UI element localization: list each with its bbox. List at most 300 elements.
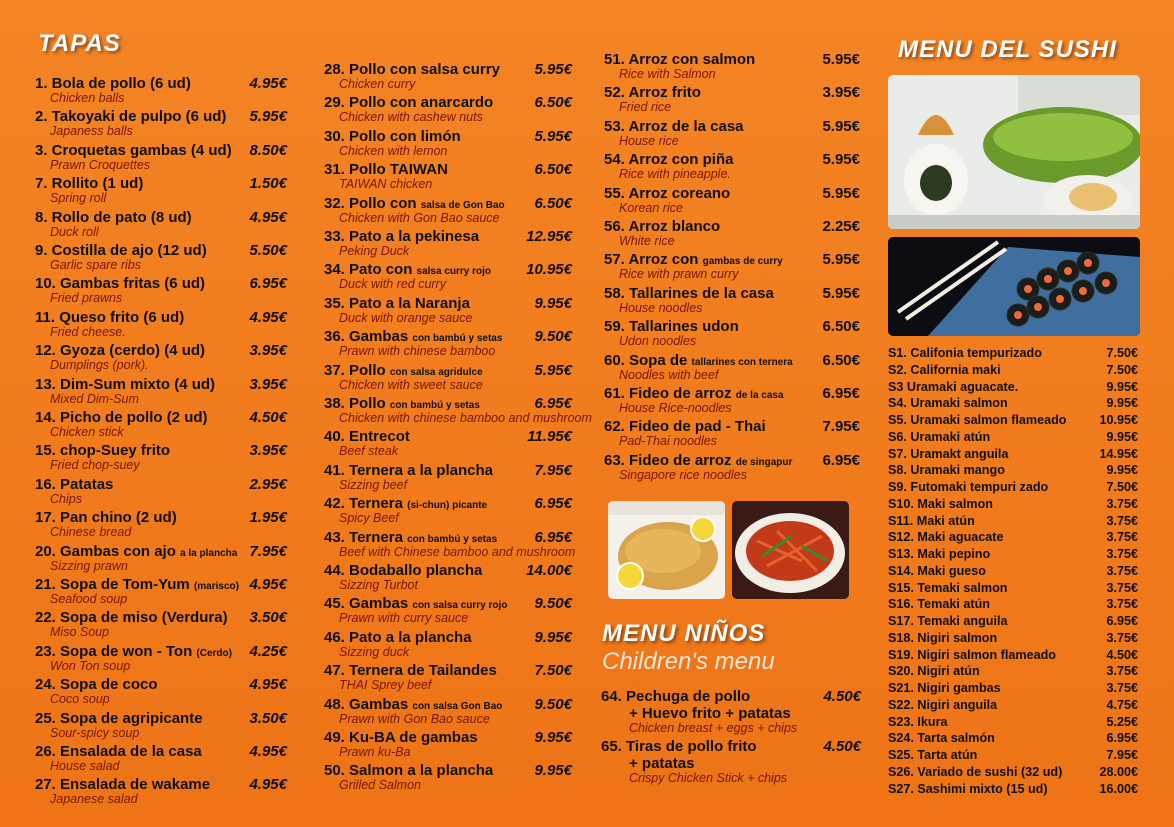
menu-item-price: 3.95€ <box>822 84 860 102</box>
menu-item <box>324 228 572 258</box>
kids-item-price: 4.50€ <box>823 738 861 755</box>
menu-item-note: (si-chun) picante <box>407 500 488 512</box>
menu-item-description: Chips <box>50 491 82 506</box>
menu-item-description: Sour-spicy soup <box>50 725 140 740</box>
menu-item-row <box>324 328 572 345</box>
menu-item-name: 27. Ensalada de wakame <box>35 776 211 794</box>
menu-item-price: 6.95€ <box>534 495 572 513</box>
menu-item-row <box>604 285 860 302</box>
menu-item-description: Chinese bread <box>50 525 132 540</box>
menu-item-name: 35. Pato a la Naranja <box>324 294 470 312</box>
sushi-item <box>888 362 1138 379</box>
menu-item-row <box>35 409 287 426</box>
sushi-item <box>888 462 1138 479</box>
menu-item-name: 36. Gambas con bambú y setas <box>324 328 503 346</box>
menu-item-row <box>604 218 860 235</box>
menu-item-description: House rice <box>619 133 679 148</box>
menu-item-price: 6.95€ <box>249 275 287 293</box>
menu-item-row <box>35 342 287 359</box>
sushi-item <box>888 730 1138 747</box>
menu-item-price: 6.95€ <box>534 395 572 412</box>
menu-item-price: 9.50€ <box>534 595 572 613</box>
sushi-item-price: 9.95€ <box>1106 429 1138 444</box>
menu-item-description: Miso Soup <box>50 625 110 640</box>
menu-item <box>324 696 572 726</box>
menu-item-price: 4.95€ <box>249 676 287 694</box>
menu-item <box>324 462 572 492</box>
sushi-item-name: S10. Maki salmon <box>888 496 993 511</box>
sushi-item-name: S27. Sashimi mixto (15 ud) <box>888 781 1048 796</box>
menu-item-description: THAI Sprey beef <box>339 678 432 693</box>
menu-item <box>324 528 576 559</box>
menu-item-row <box>324 629 572 646</box>
sushi-item <box>888 513 1138 530</box>
sushi-item-name: S1. Califonia tempurizado <box>888 346 1042 360</box>
kids-item-row <box>601 738 861 755</box>
menu-item-row <box>604 251 860 268</box>
menu-item-description: Chicken stick <box>50 425 124 439</box>
menu-item-name: 49. Ku-BA de gambas <box>324 729 478 746</box>
menu-item-row <box>35 108 287 125</box>
sushi-item-name: S6. Uramaki atún <box>888 429 991 444</box>
menu-item <box>35 209 287 239</box>
sushi-item <box>888 395 1138 412</box>
menu-item <box>35 242 287 272</box>
menu-item <box>324 428 572 458</box>
kids-item-row <box>601 688 861 705</box>
kids-item-extra: + patatas <box>629 755 695 772</box>
menu-item-price: 6.50€ <box>534 161 572 179</box>
menu-item-description: Duck roll <box>50 224 99 239</box>
menu-item-row <box>35 543 287 560</box>
menu-item-name: 24. Sopa de coco <box>35 676 158 694</box>
menu-item-price: 7.95€ <box>249 542 287 560</box>
sushi-item-price: 7.50€ <box>1106 480 1138 494</box>
menu-item-name: 43. Ternera con bambú y setas <box>324 528 498 546</box>
sushi-item-name: S8. Uramaki mango <box>888 463 1005 478</box>
menu-item <box>35 543 287 573</box>
menu-item-row <box>35 509 287 526</box>
menu-item-description: Sizzing duck <box>339 644 410 659</box>
menu-item-description: Duck with red curry <box>339 277 446 292</box>
menu-item-note: con salsa curry rojo <box>412 600 508 612</box>
sushi-item-name: S24. Tarta salmón <box>888 731 995 746</box>
sushi-item-name: S3 Uramaki aguacate. <box>888 379 1019 394</box>
sushi-item-price: 10.95€ <box>1099 413 1138 427</box>
menu-item <box>324 595 572 625</box>
menu-item-name: 52. Arroz frito <box>604 84 701 102</box>
menu-item-row <box>324 762 572 779</box>
menu-item-price: 4.95€ <box>249 75 287 92</box>
menu-item-description: Chicken curry <box>339 77 416 91</box>
sushi-item-name: S7. Uramakt anguila <box>888 446 1009 461</box>
menu-item-note: de la casa <box>735 390 784 401</box>
menu-item-name: 55. Arroz coreano <box>604 184 731 202</box>
menu-item-name: 28. Pollo con salsa curry <box>324 61 500 78</box>
menu-item-price: 7.50€ <box>534 662 572 680</box>
menu-item-price: 6.50€ <box>822 318 860 336</box>
menu-item-description: Coco soup <box>50 692 110 707</box>
menu-item-price: 5.95€ <box>822 284 860 302</box>
menu-item-description: House Rice-noodles <box>619 401 732 415</box>
menu-item <box>324 195 572 225</box>
sushi-item-price: 5.25€ <box>1106 714 1138 729</box>
menu-item-description: House salad <box>50 759 120 773</box>
menu-item-name: 60. Sopa de tallarines con ternera <box>604 351 793 369</box>
kids-menu-item <box>601 738 861 785</box>
menu-item <box>35 342 287 372</box>
kids-item-price: 4.50€ <box>823 688 861 705</box>
menu-item-price: 4.95€ <box>249 208 287 226</box>
menu-item-name: 50. Salmon a la plancha <box>324 762 494 780</box>
menu-item-price: 3.50€ <box>249 609 287 627</box>
menu-item <box>604 218 860 248</box>
menu-item-row <box>324 161 572 178</box>
menu-item-name: 62. Fideo de pad - Thai <box>604 418 766 436</box>
menu-item-description: Singapore rice noodles <box>619 467 747 482</box>
sushi-item-name: S16. Temaki atún <box>888 597 990 612</box>
menu-item-row <box>604 418 860 435</box>
kids-item-description: Crispy Chicken Stick + chips <box>629 771 788 785</box>
sushi-item-price: 3.75€ <box>1106 664 1138 679</box>
menu-item-note: con bambú y setas <box>407 533 498 545</box>
sushi-item-price: 7.50€ <box>1106 362 1138 377</box>
menu-item-price: 3.95€ <box>249 342 287 360</box>
menu-item-description: Japanese salad <box>50 792 138 807</box>
menu-item-name: 15. chop-Suey frito <box>35 442 171 460</box>
menu-item-description: Spicy Beef <box>339 511 399 526</box>
menu-item-name: 42. Ternera (si-chun) picante <box>324 495 488 513</box>
menu-item-row <box>604 185 860 202</box>
menu-item-row <box>35 576 287 593</box>
menu-item <box>604 151 860 181</box>
menu-item <box>35 75 287 105</box>
menu-item-name: 25. Sopa de agripicante <box>35 709 203 727</box>
sushi-item-price: 3.75€ <box>1106 580 1138 595</box>
menu-item-description: Mixed Dim-Sum <box>50 391 139 406</box>
sushi-item-price: 3.75€ <box>1106 547 1138 561</box>
menu-item-price: 3.95€ <box>249 375 287 393</box>
menu-item-price: 4.25€ <box>249 642 287 660</box>
menu-item-name: 61. Fideo de arroz de la casa <box>604 385 784 402</box>
menu-item-description: TAIWAN chicken <box>339 177 433 192</box>
menu-item-price: 9.50€ <box>534 328 572 346</box>
menu-item-note: con bambú y setas <box>389 400 480 411</box>
menu-item-note: gambas de curry <box>702 256 783 268</box>
sushi-item-price: 3.75€ <box>1106 496 1138 511</box>
menu-item-row <box>324 462 572 479</box>
menu-item-name: 54. Arroz con piña <box>604 151 734 169</box>
menu-item-row <box>35 643 287 660</box>
kids-menu-item <box>601 688 861 735</box>
sushi-item-price: 4.50€ <box>1106 647 1138 662</box>
menu-item-price: 5.50€ <box>249 242 287 259</box>
menu-item-description: Spring roll <box>50 191 107 206</box>
sushi-item-price: 6.95€ <box>1106 614 1138 628</box>
menu-item <box>604 285 860 315</box>
menu-item-row <box>604 118 860 135</box>
menu-item <box>35 676 287 706</box>
menu-item-price: 7.95€ <box>822 418 860 436</box>
menu-item-name: 8. Rollo de pato (8 ud) <box>35 208 192 226</box>
menu-item-row <box>35 710 287 727</box>
menu-item-name: 13. Dim-Sum mixto (4 ud) <box>35 375 216 393</box>
menu-item-row <box>604 318 860 335</box>
menu-item-description: Beef steak <box>339 444 399 459</box>
sushi-item-price: 7.50€ <box>1106 346 1138 360</box>
sushi-item <box>888 663 1138 680</box>
menu-item <box>324 261 572 291</box>
menu-item-description: Seafood soup <box>50 592 128 606</box>
menu-item <box>324 128 572 158</box>
menu-item-price: 2.25€ <box>822 218 860 235</box>
menu-item-price: 5.95€ <box>534 61 572 78</box>
menu-item-description: Garlic spare ribs <box>50 258 141 272</box>
menu-item-row <box>324 228 572 245</box>
menu-item-description: Chicken with sweet sauce <box>339 377 483 392</box>
menu-item <box>35 442 287 472</box>
menu-item-price: 4.95€ <box>249 308 287 326</box>
menu-item-name: 53. Arroz de la casa <box>604 117 744 135</box>
menu-item-description: Chicken with lemon <box>339 143 448 158</box>
menu-item <box>324 395 592 425</box>
sushi-item <box>888 647 1138 664</box>
menu-item-row <box>324 696 572 713</box>
menu-item <box>604 318 860 348</box>
menu-item-description: Prawn with Gon Bao sauce <box>339 711 490 726</box>
menu-item-description: Duck with orange sauce <box>339 310 473 325</box>
menu-item <box>35 108 287 138</box>
menu-item-description: Peking Duck <box>339 244 410 258</box>
menu-item-name: 47. Ternera de Tailandes <box>324 662 497 680</box>
sushi-item-name: S26. Variado de sushi (32 ud) <box>888 764 1063 779</box>
menu-item <box>604 185 860 215</box>
menu-item-price: 6.50€ <box>822 351 860 369</box>
menu-item-name: 37. Pollo con salsa agridulce <box>324 361 483 379</box>
menu-item-name: 41. Ternera a la plancha <box>324 461 493 479</box>
menu-item <box>35 743 287 773</box>
menu-item-note: de singapur <box>735 456 793 468</box>
sushi-item <box>888 747 1138 764</box>
sushi-item-name: S12. Maki aguacate <box>888 530 1004 545</box>
sushi-item-price: 14.95€ <box>1099 446 1138 461</box>
sushi-item <box>888 379 1138 396</box>
menu-item-note: salsa curry rojo <box>416 266 492 278</box>
menu-item-price: 6.95€ <box>534 528 572 546</box>
tapas-title: TAPAS <box>38 30 121 57</box>
menu-item-row <box>324 94 572 111</box>
menu-item-name: 1. Bola de pollo (6 ud) <box>35 75 191 92</box>
menu-item-name: 33. Pato a la pekinesa <box>324 228 480 245</box>
menu-item-name: 44. Bodaballo plancha <box>324 562 483 579</box>
sushi-item-name: S17. Temaki anguila <box>888 614 1008 628</box>
menu-item <box>35 776 287 806</box>
menu-item-name: 10. Gambas fritas (6 ud) <box>35 275 206 293</box>
menu-item-price: 5.95€ <box>822 51 860 68</box>
menu-item <box>324 61 572 91</box>
menu-item-description: Prawn Croquettes <box>50 157 151 172</box>
menu-item-price: 5.95€ <box>822 184 860 202</box>
menu-item-price: 7.95€ <box>534 461 572 479</box>
menu-item-description: Fried rice <box>619 100 672 115</box>
menu-item-name: 63. Fideo de arroz de singapur <box>604 451 793 469</box>
sushi-item-name: S19. Nigiri salmon flameado <box>888 647 1056 662</box>
menu-item <box>324 362 572 392</box>
menu-item-row <box>604 151 860 168</box>
menu-item <box>324 94 572 124</box>
kids-subtitle: Children's menu <box>602 648 775 675</box>
menu-item-name: 59. Tallarines udon <box>604 318 739 336</box>
menu-item-price: 2.95€ <box>249 475 287 493</box>
menu-item-price: 6.50€ <box>534 194 572 212</box>
menu-item-row <box>324 362 572 379</box>
menu-item-description: Sizzing prawn <box>50 558 128 573</box>
menu-item <box>324 762 572 792</box>
sushi-item <box>888 546 1138 563</box>
menu-item-row <box>35 142 287 159</box>
sushi-item-price: 6.95€ <box>1106 731 1138 746</box>
menu-item <box>324 729 572 759</box>
menu-item-row <box>35 242 287 259</box>
menu-item-name: 17. Pan chino (2 ud) <box>35 509 177 527</box>
menu-item-price: 9.50€ <box>534 695 572 713</box>
menu-item-name: 22. Sopa de miso (Verdura) <box>35 609 228 627</box>
sushi-item-name: S9. Futomaki tempuri zado <box>888 480 1049 494</box>
sushi-item-name: S23. Ikura <box>888 714 948 729</box>
sushi-item <box>888 596 1138 613</box>
menu-item-price: 14.00€ <box>526 562 572 579</box>
sushi-item-name: S5. Uramaki salmon flameado <box>888 413 1067 427</box>
sushi-item-name: S14. Maki gueso <box>888 563 986 578</box>
sushi-item-name: S18. Nigiri salmon <box>888 630 998 645</box>
menu-item-description: Pad-Thai noodles <box>619 434 717 449</box>
menu-item-description: Fried chop-suey <box>50 458 140 473</box>
sushi-item-price: 16.00€ <box>1099 781 1138 796</box>
menu-item-description: Chicken with chinese bamboo and mushroom <box>339 411 592 425</box>
sushi-item-price: 3.75€ <box>1106 563 1138 578</box>
menu-item-row <box>35 175 287 192</box>
menu-item-row <box>35 376 287 393</box>
sushi-item <box>888 345 1138 362</box>
menu-item-price: 9.95€ <box>534 762 572 780</box>
menu-item-price: 8.50€ <box>249 141 287 159</box>
menu-item <box>35 142 287 172</box>
menu-item <box>604 51 860 81</box>
menu-item-row <box>35 609 287 626</box>
menu-item-name: 2. Takoyaki de pulpo (6 ud) <box>35 108 227 126</box>
menu-item-price: 9.95€ <box>534 628 572 646</box>
menu-item-price: 10.95€ <box>526 261 572 279</box>
sushi-photo-bottom <box>888 237 1140 336</box>
menu-item-row <box>604 452 860 469</box>
sushi-title: MENU DEL SUSHI <box>898 36 1117 63</box>
sushi-item <box>888 429 1138 446</box>
menu-item <box>35 309 287 339</box>
menu-item-note: tallarines con ternera <box>691 356 793 368</box>
sushi-item-name: S2. California maki <box>888 362 1001 377</box>
menu-item-description: House noodles <box>619 300 703 315</box>
menu-item-description: Chicken with Gon Bao sauce <box>339 210 500 225</box>
sushi-item <box>888 697 1138 714</box>
menu-item-note: (Cerdo) <box>196 647 232 659</box>
sushi-item-name: S21. Nigiri gambas <box>888 681 1001 695</box>
menu-item-name: 7. Rollito (1 ud) <box>35 175 144 193</box>
menu-item-row <box>324 562 572 579</box>
kids-title: MENU NIÑOS <box>602 620 766 647</box>
menu-item-description: Chicken balls <box>50 91 125 105</box>
spicy-beef-photo <box>732 501 849 599</box>
menu-item-price: 4.95€ <box>249 776 287 794</box>
menu-item <box>35 710 287 740</box>
menu-item-note: con salsa agridulce <box>389 366 483 378</box>
sushi-item <box>888 613 1138 630</box>
menu-item-row <box>35 442 287 459</box>
sushi-item-price: 9.95€ <box>1106 379 1138 394</box>
menu-item-name: 58. Tallarines de la casa <box>604 284 774 302</box>
menu-item <box>604 385 860 415</box>
sushi-item-name: S20. Nigiri atún <box>888 664 980 679</box>
menu-item-price: 12.95€ <box>526 228 572 245</box>
menu-item-description: Fried cheese. <box>50 324 126 339</box>
menu-item-price: 11.95€ <box>527 428 572 446</box>
menu-item-price: 5.95€ <box>822 151 860 169</box>
menu-item-price: 3.95€ <box>249 442 287 460</box>
menu-item <box>604 84 860 114</box>
menu-item-row <box>324 595 572 612</box>
menu-item-row <box>35 476 287 493</box>
menu-item-name: 21. Sopa de Tom-Yum (marisco) <box>35 576 239 593</box>
menu-item-description: Udon noodles <box>619 334 697 349</box>
menu-item-price: 9.95€ <box>534 294 572 312</box>
menu-item-price: 9.95€ <box>534 729 572 746</box>
menu-item-description: Sizzing Turbot <box>339 578 418 592</box>
menu-item-description: Grilled Salmon <box>339 778 421 793</box>
menu-item-row <box>324 395 572 412</box>
menu-item-row <box>324 61 572 78</box>
sushi-item <box>888 714 1138 731</box>
sushi-item-price: 3.75€ <box>1106 513 1138 528</box>
menu-item-name: 29. Pollo con anarcardo <box>324 94 494 112</box>
sushi-item-name: S11. Maki atún <box>888 513 975 528</box>
sushi-item-price: 3.75€ <box>1106 681 1138 695</box>
menu-item-note: a la plancha <box>180 547 238 559</box>
menu-item-name: 45. Gambas con salsa curry rojo <box>324 595 508 613</box>
menu-item-name: 23. Sopa de won - Ton (Cerdo) <box>35 642 232 660</box>
menu-item-description: Rice with pineapple. <box>619 167 731 182</box>
sushi-item-price: 9.95€ <box>1106 463 1138 478</box>
menu-item-description: Chicken with cashew nuts <box>339 110 483 125</box>
sushi-item-name: S4. Uramaki salmon <box>888 396 1008 411</box>
menu-item-price: 3.50€ <box>249 709 287 727</box>
menu-item-row <box>324 428 572 445</box>
menu-item <box>324 161 572 191</box>
menu-item <box>35 275 287 305</box>
sushi-item <box>888 412 1138 429</box>
menu-item-name: 46. Pato a la plancha <box>324 628 472 646</box>
menu-item-description: White rice <box>619 234 675 248</box>
menu-item <box>604 118 860 148</box>
menu-item-row <box>35 209 287 226</box>
sushi-item <box>888 630 1138 647</box>
sushi-list <box>888 345 1138 797</box>
sushi-item-name: S22. Nigiri anguila <box>888 697 998 712</box>
menu-item-row <box>35 75 287 92</box>
menu-item-note: con bambú y setas <box>412 333 503 345</box>
menu-item-note: salsa de Gon Bao <box>420 199 505 211</box>
menu-item-price: 6.50€ <box>534 94 572 112</box>
menu-item-price: 5.95€ <box>249 108 287 126</box>
menu-item <box>324 328 572 358</box>
